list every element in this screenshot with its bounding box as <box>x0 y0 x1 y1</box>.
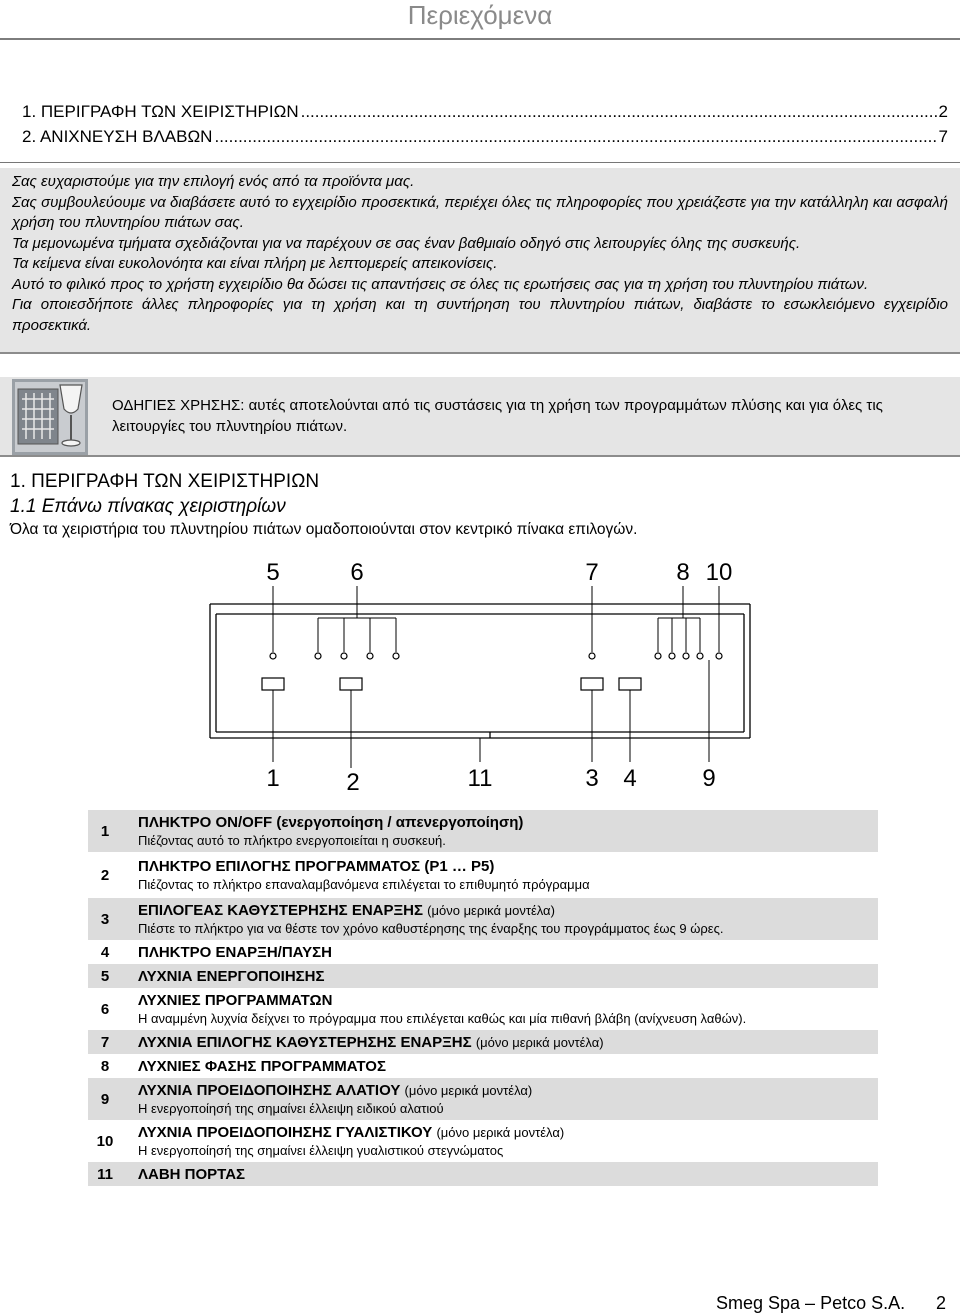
intro-paragraph: Αυτό το φιλικό προς το χρήστη εγχειρίδιο θα δώσει τις απαντήσεις σε όλες τις ερωτήσεις σας για τη χρήση του πλυντηρίου πιάτων. <box>12 275 869 293</box>
panel-label-3: 3 <box>585 765 599 792</box>
toc-dot-leader <box>214 126 936 148</box>
table-row <box>88 898 878 940</box>
control-description: Η ενεργοποίησή της σημαίνει έλλειψη γυαλιστικού στεγνώματος <box>138 1142 504 1158</box>
table-row <box>88 964 878 988</box>
control-number: 4 <box>100 943 110 961</box>
footer-page-number: 2 <box>936 1293 947 1313</box>
toc-entry-2[interactable] <box>22 126 948 148</box>
control-number: 3 <box>88 898 122 940</box>
toc-dot-leader <box>301 101 937 123</box>
table-row <box>88 1030 878 1054</box>
control-title: ΕΠΙΛΟΓΕΑΣ ΚΑΘΥΣΤΕΡΗΣΗΣ ΕΝΑΡΞΗΣ <box>138 901 423 919</box>
panel-body <box>210 604 750 738</box>
control-title: ΛΥΧΝΙΕΣ ΠΡΟΓΡΑΜΜΑΤΩΝ <box>138 991 333 1009</box>
control-note: (μόνο μερικά μοντέλα) <box>436 1124 565 1140</box>
dishwasher-glass-icon <box>12 379 88 455</box>
control-title: ΛΥΧΝΙΑ ΠΡΟΕΙΔΟΠΟΙΗΣΗΣ ΑΛΑΤΙΟΥ <box>138 1081 401 1099</box>
control-number: 5 <box>88 964 122 988</box>
intro-paragraph: Σας συμβουλεύουμε να διαβάσετε αυτό το εγχειρίδιο προσεκτικά, περιέχει όλες τις πληροφορίες που χρειάζεστε για την κατάλληλη και ασφαλή χρήση του πλυντηρίου πιάτων σας. <box>12 193 948 231</box>
control-description: Η αναμμένη λυχνία δείχνει το πρόγραμμα που επιλέγεται καθώς και μία πιθανή βλάβη (ανίχνευση λαθών). <box>138 1010 747 1026</box>
control-title: ΛΥΧΝΙΑ ΠΡΟΕΙΔΟΠΟΙΗΣΗΣ ΓΥΑΛΙΣΤΙΚΟΥ <box>138 1123 433 1141</box>
panel-buttons <box>262 678 641 690</box>
footer-brand: Smeg Spa – Petco S.A. <box>716 1293 906 1313</box>
control-title: ΠΛΗΚΤΡΟ ON/OFF (ενεργοποίηση / απενεργοποίηση) <box>138 813 524 831</box>
intro-paragraph: Τα μεμονωμένα τμήματα σχεδιάζονται για να παρέχουν σε σας έναν βαθμιαίο οδηγό στις λειτουργίες όλης της συσκευής. <box>12 234 801 252</box>
usage-notice-text: ΟΔΗΓΙΕΣ ΧΡΗΣΗΣ: αυτές αποτελούνται από τις συστάσεις για τη χρήση των προγραμμάτων πλύσης και για όλες τις λειτουργίες του πλυντηρίου πιάτων. <box>112 397 883 435</box>
intro-paragraph: Τα κείμενα είναι ευκολονόητα και είναι πλήρη με λεπτομερείς απεικονίσεις. <box>12 255 498 272</box>
panel-leaders-top <box>273 586 719 652</box>
usage-notice-box <box>0 377 960 457</box>
panel-label-10: 10 <box>705 559 733 586</box>
table-row <box>88 1054 878 1078</box>
control-note: (μόνο μερικά μοντέλα) <box>404 1082 533 1098</box>
control-title: ΛΥΧΝΙΑ ΕΝΕΡΓΟΠΟΙΗΣΗΣ <box>138 967 325 985</box>
control-title: ΠΛΗΚΤΡΟ ΕΠΙΛΟΓΗΣ ΠΡΟΓΡΑΜΜΑΤΟΣ (P1 … P5) <box>138 857 495 875</box>
toc-entry-1[interactable] <box>22 101 948 123</box>
control-number: 1 <box>88 810 122 852</box>
control-number: 7 <box>88 1030 122 1054</box>
control-number: 9 <box>88 1078 122 1120</box>
panel-label-5: 5 <box>266 559 280 586</box>
panel-label-1: 1 <box>266 765 280 792</box>
table-row <box>88 1078 878 1120</box>
section-heading: 1. ΠΕΡΙΓΡΑΦΗ ΤΩΝ ΧΕΙΡΙΣΤΗΡΙΩΝ <box>10 471 320 492</box>
panel-label-2: 2 <box>346 769 360 792</box>
panel-label-8: 8 <box>676 559 690 586</box>
control-description: Η ενεργοποίησή της σημαίνει έλλειψη ειδικού αλατιού <box>138 1100 444 1116</box>
panel-indicator-leds <box>270 653 722 659</box>
panel-label-9: 9 <box>702 765 716 792</box>
control-number: 6 <box>100 1000 110 1018</box>
control-title: ΠΛΗΚΤΡΟ ΕΝΑΡΞΗ/ΠΑΥΣΗ <box>138 943 332 961</box>
page-title: Περιεχόμενα <box>407 0 553 30</box>
control-description: Πιέστε το πλήκτρο για να θέστε τον χρόνο καθυστέρησης της έναρξης του προγράμματος έως 9 ώρες. <box>138 920 724 936</box>
control-number: 10 <box>96 1132 114 1150</box>
control-number: 2 <box>100 866 110 884</box>
table-row <box>88 1162 878 1186</box>
control-note: (μόνο μερικά μοντέλα) <box>427 902 555 918</box>
toc-divider <box>0 162 960 163</box>
control-number: 8 <box>100 1057 110 1075</box>
toc-entry-label: 2. ΑΝΙΧΝΕΥΣΗ ΒΛΑΒΩΝ <box>22 127 213 146</box>
control-title: ΛΑΒΗ ΠΟΡΤΑΣ <box>138 1165 246 1183</box>
intro-paragraph: Σας ευχαριστούμε για την επιλογή ενός από τα προϊόντα μας. <box>12 173 415 190</box>
control-number: 11 <box>88 1162 122 1186</box>
control-title: ΛΥΧΝΙΑ ΕΠΙΛΟΓΗΣ ΚΑΘΥΣΤΕΡΗΣΗΣ ΕΝΑΡΞΗΣ <box>138 1033 472 1051</box>
table-row <box>88 940 878 964</box>
title-divider <box>0 38 960 40</box>
control-title: ΛΥΧΝΙΕΣ ΦΑΣΗΣ ΠΡΟΓΡΑΜΜΑΤΟΣ <box>138 1057 386 1075</box>
panel-label-4: 4 <box>623 765 637 792</box>
control-panel-diagram <box>200 556 760 792</box>
section-text: Όλα τα χειριστήρια του πλυντηρίου πιάτων ομαδοποιούνται στον κεντρικό πίνακα επιλογών. <box>10 521 638 538</box>
table-row <box>88 1120 878 1162</box>
table-row <box>88 810 878 852</box>
control-note: (μόνο μερικά μοντέλα) <box>475 1034 604 1050</box>
control-description: Πιέζοντας το πλήκτρο επαναλαμβανόμενα επιλέγεται το επιθυμητό πρόγραμμα <box>138 876 590 892</box>
intro-paragraph: Για οποιεσδήποτε άλλες πληροφορίες για τη χρήση και τη συντήρηση του πλυντηρίου πιάτων, διαβάστε το εσωκλειόμενο εγχειρίδιο προσεκτικά. <box>12 296 948 334</box>
panel-leaders-bottom <box>273 660 709 768</box>
panel-label-6: 6 <box>350 559 364 586</box>
toc-entry-page: 7 <box>938 127 948 146</box>
panel-label-11: 11 <box>467 765 493 792</box>
panel-label-7: 7 <box>585 559 599 586</box>
controls-table <box>88 810 878 1186</box>
control-description: Πιέζοντας αυτό το πλήκτρο ενεργοποιείται η συσκευή. <box>138 832 446 848</box>
toc-entry-label: 1. ΠΕΡΙΓΡΑΦΗ ΤΩΝ ΧΕΙΡΙΣΤΗΡΙΩΝ <box>22 102 299 121</box>
toc-entry-page: 2 <box>938 102 948 121</box>
intro-box <box>0 168 960 354</box>
table-row <box>88 854 878 896</box>
table-row <box>88 988 878 1030</box>
section-subheading: 1.1 Επάνω πίνακας χειριστηρίων <box>10 496 286 517</box>
